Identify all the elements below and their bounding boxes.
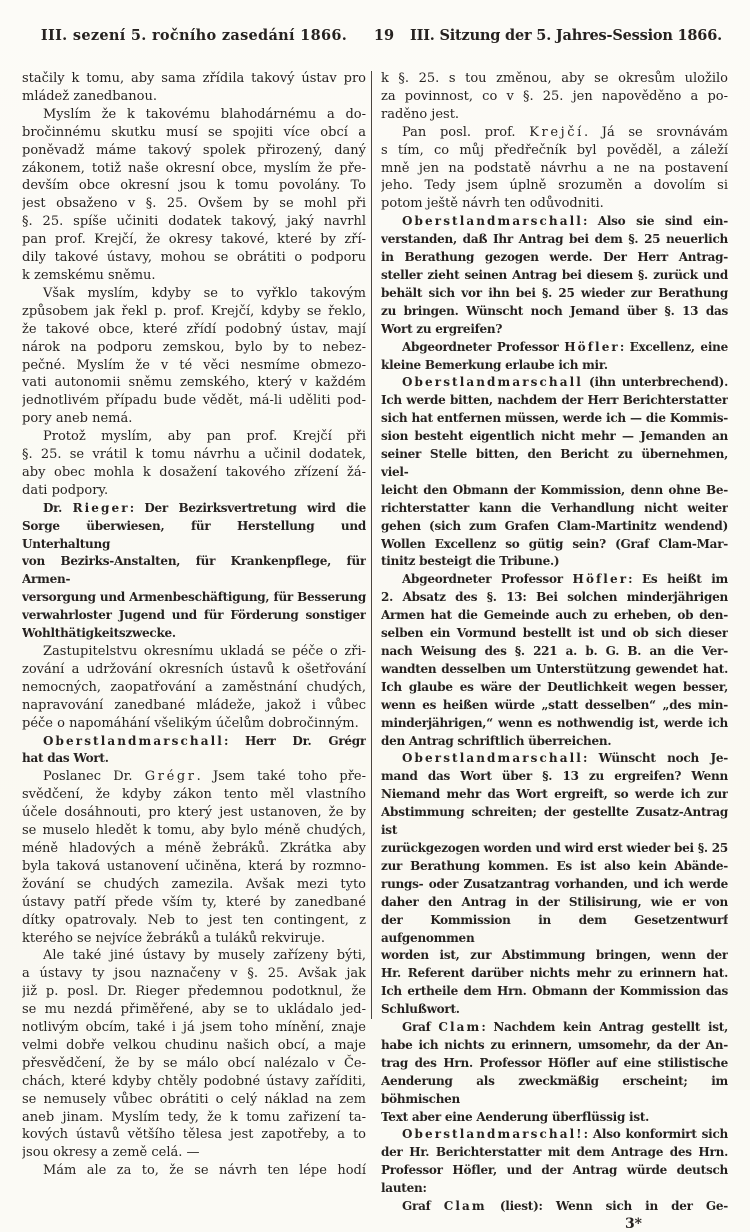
text-segment: der Hr. Berichterstatter mit dem Antrage des Hrn. bbox=[381, 1145, 728, 1160]
text-line bbox=[22, 87, 366, 105]
text-line bbox=[22, 481, 366, 499]
text-line bbox=[381, 946, 728, 964]
text-segment: velmi dobře velkou chudinu našich obcí, a maje bbox=[22, 1037, 366, 1053]
text-line bbox=[381, 320, 728, 338]
text-line bbox=[381, 141, 728, 159]
text-segment: mně jen na podstatě návrhu a ne na postavení bbox=[381, 160, 728, 176]
paragraph bbox=[22, 499, 366, 642]
text-segment: Oberstlandmarschall bbox=[402, 375, 583, 390]
text-segment: . Jsem také toho pře- bbox=[196, 769, 366, 785]
text-line bbox=[381, 230, 728, 248]
paragraph bbox=[381, 212, 728, 337]
paragraph bbox=[381, 749, 728, 1018]
text-line bbox=[381, 445, 728, 481]
text-segment: behält sich vor ihn bei §. 25 wieder zur Berathung bbox=[381, 285, 728, 300]
text-line bbox=[381, 1108, 728, 1126]
text-segment: Dr. bbox=[43, 500, 73, 515]
text-line bbox=[381, 194, 728, 212]
text-line bbox=[22, 1054, 366, 1072]
text-line bbox=[22, 964, 366, 982]
text-line bbox=[381, 785, 728, 803]
text-segment: zur Berathung kommen. Es ist also kein Abände- bbox=[381, 858, 728, 873]
paragraph bbox=[22, 946, 366, 1161]
column-czech-left bbox=[22, 69, 366, 1232]
text-line bbox=[381, 1161, 728, 1179]
text-line bbox=[381, 982, 728, 1000]
text-segment: Wollen Excellenz so gütig sein? (Graf Clam-Mar- bbox=[381, 536, 728, 551]
text-line bbox=[381, 857, 728, 875]
text-segment: notlivým obcím, také i já jsem toho mínění, znaje bbox=[22, 1020, 366, 1036]
text-segment: sion besteht eigentlich nicht mehr — Jemanden an bbox=[381, 429, 728, 444]
text-line bbox=[381, 212, 728, 230]
paragraph bbox=[381, 1018, 728, 1125]
text-segment: Abgeordneter Professor bbox=[402, 339, 565, 354]
text-segment: : Also sie sind ein- bbox=[582, 214, 728, 229]
text-line bbox=[22, 1161, 366, 1179]
text-segment: zování a udržování okresních ústavů k ošetřování bbox=[22, 661, 366, 677]
text-line bbox=[381, 1018, 728, 1036]
column-right-text bbox=[381, 69, 728, 1215]
text-line bbox=[381, 570, 728, 588]
text-line bbox=[22, 803, 366, 821]
text-line bbox=[381, 696, 728, 714]
text-segment: se nemusely vůbec obrátiti o celý náklad na zem bbox=[22, 1091, 366, 1107]
text-segment: žování se chudých zamezila. Avšak mezi tyto bbox=[22, 876, 366, 892]
header-title-czech: III. sezení 5. ročního zasedání 1866. bbox=[40, 27, 348, 44]
text-segment: Niemand mehr das Wort ergreift, so werde ich zur bbox=[381, 787, 728, 802]
text-segment: minderjährigen,“ wenn es nothwendig ist, werde ich bbox=[381, 715, 728, 730]
text-line bbox=[22, 445, 366, 463]
text-segment: způsobem jak řekl p. prof. Krejčí, kdyby se řeklo, bbox=[22, 303, 366, 319]
text-segment: poněvadž máme takový spolek přirozený, daný bbox=[22, 142, 366, 158]
text-line bbox=[22, 1036, 366, 1054]
text-line bbox=[381, 391, 728, 409]
text-line bbox=[381, 732, 728, 750]
text-line bbox=[381, 839, 728, 857]
text-line bbox=[22, 911, 366, 929]
text-segment: ústavy patří přede vším ty, které by zanedbané bbox=[22, 894, 366, 910]
text-segment: Höfler bbox=[572, 572, 629, 587]
text-line bbox=[381, 481, 728, 499]
text-segment: svědčení, že kdyby zákon tento měl vlastního bbox=[22, 787, 366, 803]
text-line bbox=[381, 642, 728, 660]
paragraph bbox=[22, 1161, 366, 1179]
text-segment: wenn es heißen würde „statt desselben“ „des min- bbox=[381, 697, 728, 712]
text-segment: jednotlivém případu bude vědět, má-li uděliti pod- bbox=[22, 393, 366, 409]
text-line bbox=[381, 302, 728, 320]
text-segment: Myslím že k takovému blahodárnému a do- bbox=[43, 106, 366, 122]
text-line bbox=[22, 1072, 366, 1090]
text-segment: Oberstlandmarschall bbox=[402, 214, 583, 229]
text-segment: Oberstlandmarschall bbox=[43, 733, 224, 748]
text-line bbox=[22, 266, 366, 284]
text-segment: Graf bbox=[402, 1020, 439, 1035]
text-line bbox=[22, 230, 366, 248]
text-line bbox=[22, 105, 366, 123]
text-line bbox=[22, 552, 366, 588]
text-line bbox=[22, 517, 366, 553]
text-line bbox=[381, 159, 728, 177]
text-segment: Mám ale za to, že se návrh ten lépe hodí bbox=[43, 1163, 366, 1179]
text-line bbox=[381, 284, 728, 302]
text-segment: Clam bbox=[438, 1020, 482, 1035]
text-segment: účele dosáhnouti, pro který jest ustanoven, že by bbox=[22, 805, 366, 821]
text-line bbox=[22, 159, 366, 177]
text-segment: verstanden, daß Ihr Antrag bei dem §. 25 neuerlich bbox=[381, 232, 728, 247]
text-line bbox=[22, 696, 366, 714]
text-segment: vati autonomii sněmu zemského, který v každém bbox=[22, 375, 366, 391]
text-line bbox=[22, 642, 366, 660]
text-line bbox=[22, 857, 366, 875]
text-line bbox=[22, 875, 366, 893]
text-line bbox=[22, 893, 366, 911]
text-segment: s tím, co můj předřečník byl pověděl, a záleží bbox=[381, 142, 728, 158]
text-line bbox=[381, 964, 728, 982]
text-segment: Krejčí bbox=[529, 124, 584, 140]
text-segment: zákonem, totiž naše okresní obce, myslím že pře- bbox=[22, 160, 366, 176]
text-segment: : Es heißt im bbox=[628, 572, 728, 587]
text-segment: hat das Wort. bbox=[22, 751, 109, 766]
text-segment: Hr. Referent darüber nichts mehr zu erinnern hat. bbox=[381, 966, 728, 981]
paragraph bbox=[22, 767, 366, 946]
text-segment: (liest): Wenn sich in der Ge- bbox=[486, 1199, 728, 1214]
text-line bbox=[22, 929, 366, 947]
text-line bbox=[381, 606, 728, 624]
text-line bbox=[22, 194, 366, 212]
paragraph bbox=[381, 69, 728, 123]
text-segment: : Nachdem kein Antrag gestellt ist, bbox=[481, 1020, 728, 1035]
text-line bbox=[381, 749, 728, 767]
text-segment: habe ich nichts zu erinnern, umsomehr, da der An- bbox=[381, 1037, 728, 1052]
text-segment: již p. posl. Dr. Rieger předemnou podotknul, že bbox=[22, 984, 366, 1000]
text-segment: Oberstlandmarschal! bbox=[402, 1127, 584, 1142]
text-segment: raděno jest. bbox=[381, 106, 460, 122]
text-segment: kterého se nejvíce žebráků a tuláků rekviruje. bbox=[22, 930, 325, 946]
text-segment: méně hladových a méně žebráků. Zkrátka aby bbox=[22, 840, 366, 856]
text-line bbox=[22, 499, 366, 517]
text-line bbox=[22, 749, 366, 767]
text-segment: steller zieht seinen Antrag bei diesem §. zurück und bbox=[381, 267, 728, 282]
text-segment: se mu nezdá přiměřené, aby se to ukládalo jed- bbox=[22, 1002, 366, 1018]
text-segment: Graf bbox=[402, 1199, 444, 1214]
text-line bbox=[22, 463, 366, 481]
paragraph bbox=[381, 570, 728, 749]
text-segment: (ihn unterbrechend). bbox=[582, 375, 728, 390]
text-line bbox=[381, 624, 728, 642]
text-segment: Rieger bbox=[72, 500, 130, 515]
text-segment: Armen hat die Gemeinde auch zu erheben, ob den- bbox=[381, 608, 728, 623]
page-header bbox=[0, 0, 750, 44]
text-segment: Ich werde bitten, nachdem der Herr Berichterstatter bbox=[381, 393, 728, 408]
text-segment: 2. Absatz des §. 13: Bei solchen minderjährigen bbox=[381, 590, 728, 605]
text-segment: a ústavy ty jsou naznačeny v §. 25. Avšak jak bbox=[22, 966, 366, 982]
text-segment: pan prof. Krejčí, že okresy takové, které by zří- bbox=[22, 232, 366, 248]
text-line bbox=[381, 588, 728, 606]
text-segment: versorgung und Armenbeschäftigung, für Besserung bbox=[22, 590, 366, 605]
paragraph bbox=[381, 338, 728, 374]
text-segment: pory aneb nemá. bbox=[22, 411, 133, 427]
text-line bbox=[22, 732, 366, 750]
text-segment: k zemskému sněmu. bbox=[22, 267, 156, 283]
text-segment: der Kommission in dem Gesetzentwurf aufgenommen bbox=[381, 912, 728, 945]
text-segment: dati podpory. bbox=[22, 482, 109, 498]
text-segment: von Bezirks-Anstalten, für Krankenpflege, für Armen- bbox=[22, 554, 366, 587]
text-line bbox=[22, 356, 366, 374]
text-line bbox=[381, 69, 728, 87]
text-segment: stačily k tomu, aby sama zřídila takový ústav pro bbox=[22, 71, 366, 86]
text-segment: přesvědčení, že by se málo obcí nalézalo v Če- bbox=[22, 1055, 366, 1071]
text-segment: Wohlthätigkeitszwecke. bbox=[22, 626, 176, 641]
text-line bbox=[381, 911, 728, 947]
text-line bbox=[22, 624, 366, 642]
text-line bbox=[381, 87, 728, 105]
paragraph bbox=[22, 732, 366, 768]
text-segment: kleine Bemerkung erlaube ich mir. bbox=[381, 357, 608, 372]
text-line bbox=[22, 1143, 366, 1161]
text-segment: den Antrag schriftlich überreichen. bbox=[381, 733, 612, 748]
text-segment: Protož myslím, aby pan prof. Krejčí při bbox=[43, 429, 366, 445]
text-segment: Grégr bbox=[144, 769, 197, 785]
text-line bbox=[22, 1018, 366, 1036]
text-line bbox=[22, 338, 366, 356]
text-line bbox=[22, 1125, 366, 1143]
text-segment: Clam bbox=[443, 1199, 487, 1214]
text-line bbox=[381, 499, 728, 517]
column-divider-rule bbox=[371, 71, 372, 1019]
text-line bbox=[381, 1125, 728, 1143]
text-line bbox=[22, 982, 366, 1000]
text-line bbox=[22, 714, 366, 732]
text-segment: trag des Hrn. Professor Höfler auf eine stilistische bbox=[381, 1055, 728, 1070]
text-line bbox=[381, 803, 728, 839]
text-line bbox=[381, 266, 728, 284]
paragraph bbox=[22, 69, 366, 105]
text-line bbox=[381, 1000, 728, 1018]
text-segment: selben ein Vormund bestellt ist und ob sich dieser bbox=[381, 626, 728, 641]
text-segment: daher den Antrag in der Stilisirung, wie er von bbox=[381, 894, 728, 909]
text-segment: Höfler bbox=[564, 339, 620, 354]
text-line bbox=[381, 373, 728, 391]
text-segment: jest obsaženo v §. 25. Ovšem by se mohl při bbox=[22, 196, 366, 212]
text-line bbox=[22, 1000, 366, 1018]
text-line bbox=[381, 660, 728, 678]
text-segment: Ale také jiné ústavy by musely zařízeny býti, bbox=[43, 948, 366, 964]
text-line bbox=[22, 284, 366, 302]
text-segment: : Wünscht noch Je- bbox=[582, 751, 728, 766]
text-segment: se muselo hledět k tomu, aby bylo méně chudých, bbox=[22, 823, 366, 839]
paragraph bbox=[381, 123, 728, 213]
column-right bbox=[381, 69, 728, 1232]
header-title-german: III. Sitzung der 5. Jahres-Session 1866. bbox=[410, 27, 722, 44]
text-line bbox=[381, 1143, 728, 1161]
text-line bbox=[22, 123, 366, 141]
text-segment: zu bringen. Wünscht noch Jemand über §. 13 das bbox=[381, 303, 728, 318]
text-line bbox=[22, 821, 366, 839]
text-line bbox=[381, 123, 728, 141]
text-line bbox=[22, 1108, 366, 1126]
text-segment: bročinnému skutku musí se spojiti více obcí a bbox=[22, 124, 366, 140]
text-segment: Poslanec Dr. bbox=[43, 769, 145, 785]
text-line bbox=[381, 105, 728, 123]
paragraph bbox=[22, 284, 366, 427]
paragraph bbox=[22, 105, 366, 284]
text-segment: : Also konformirt sich bbox=[583, 1127, 728, 1142]
text-line bbox=[22, 678, 366, 696]
text-line bbox=[22, 141, 366, 159]
text-segment: jeho. Tedy jsem úplně srozuměn a dovolím si bbox=[381, 178, 728, 194]
text-segment: Wort zu ergreifen? bbox=[381, 321, 503, 336]
text-segment: devším obce okresní jsou k tomu povolány. To bbox=[22, 178, 366, 194]
text-segment: richterstatter kann die Verhandlung nicht weiter bbox=[381, 500, 728, 515]
text-segment: nárok na podporu zemskou, bylo by to nebez- bbox=[22, 339, 366, 355]
text-segment: potom ještě návrh ten odůvodniti. bbox=[381, 196, 604, 212]
text-line bbox=[381, 535, 728, 553]
text-segment: aneb jinam. Myslím tedy, že k tomu zařizení ta- bbox=[22, 1109, 366, 1125]
text-segment: zurückgezogen worden und wird erst wieder bei §. 25 bbox=[381, 840, 728, 855]
text-line bbox=[381, 552, 728, 570]
text-segment: Abstimmung schreiten; der gestellte Zusatz-Antrag ist bbox=[381, 805, 728, 838]
text-line bbox=[22, 588, 366, 606]
text-segment: Oberstlandmarschall bbox=[402, 751, 583, 766]
text-segment: k §. 25. s tou změnou, aby se okresům uložilo bbox=[381, 71, 728, 86]
paragraph bbox=[381, 1197, 728, 1215]
text-line bbox=[381, 1036, 728, 1054]
text-segment: Text aber eine Aenderung überflüssig ist. bbox=[381, 1109, 650, 1124]
text-line bbox=[381, 1197, 728, 1215]
text-segment: nemocných, zaopatřování a zaměstnání chudých, bbox=[22, 679, 366, 695]
text-segment: Však myslím, kdyby se to vyřklo takovým bbox=[43, 285, 366, 301]
text-segment: seiner Stelle bitten, den Bericht zu übernehmen, viel- bbox=[381, 447, 728, 479]
signature-mark: 3* bbox=[624, 1216, 642, 1232]
text-line bbox=[22, 373, 366, 391]
text-segment: Zastupitelstvu okresnímu ukladá se péče o zři- bbox=[43, 644, 366, 659]
text-segment: rungs- oder Zusatzantrag vorhanden, und ich werde bbox=[381, 876, 728, 891]
text-line bbox=[381, 678, 728, 696]
text-segment: verwahrloster Jugend und für Förderung sonstiger bbox=[22, 608, 366, 623]
text-segment: byla taková ustanovení učiněna, která by rozmno- bbox=[22, 858, 366, 874]
text-line bbox=[22, 606, 366, 624]
text-line bbox=[381, 875, 728, 893]
text-segment: za povinnost, co v §. 25. jen napověděno a po- bbox=[381, 88, 728, 104]
text-line bbox=[22, 409, 366, 427]
text-line bbox=[381, 893, 728, 911]
text-segment: pečné. Myslím že v té věci nesmíme obmezo- bbox=[22, 357, 366, 373]
text-line bbox=[22, 302, 366, 320]
text-segment: jsou okresy a země celá. — bbox=[22, 1145, 200, 1161]
text-segment: gehen (sich zum Grafen Clam-Martinitz wendend) bbox=[381, 518, 728, 533]
text-segment: Professor Höfler, und der Antrag würde deutsch bbox=[381, 1163, 728, 1178]
text-segment: worden ist, zur Abstimmung bringen, wenn der bbox=[381, 948, 728, 963]
text-segment: : Herr Dr. Grégr bbox=[223, 733, 366, 748]
text-line bbox=[22, 320, 366, 338]
text-line bbox=[381, 176, 728, 194]
text-line bbox=[381, 409, 728, 427]
text-line bbox=[22, 391, 366, 409]
text-line bbox=[22, 248, 366, 266]
paragraph bbox=[381, 1125, 728, 1197]
text-line bbox=[22, 1090, 366, 1108]
text-segment: §. 25. se vrátil k tomu návrhu a učinil dodatek, bbox=[22, 447, 366, 463]
text-segment: mand das Wort über §. 13 zu ergreifen? Wenn bbox=[381, 769, 728, 784]
text-segment: dily takové ústavy, mohou se obrátiti o podporu bbox=[22, 250, 366, 266]
text-line bbox=[22, 785, 366, 803]
text-line bbox=[381, 714, 728, 732]
text-segment: Aenderung als zweckmäßig erscheint; im böhmischen bbox=[381, 1073, 728, 1106]
text-segment: Ich ertheile dem Hrn. Obmann der Kommission das bbox=[381, 984, 728, 999]
text-line bbox=[381, 1054, 728, 1072]
text-segment: aby obec mohla k dosažení takového zřízení žá- bbox=[22, 464, 366, 480]
text-line bbox=[381, 767, 728, 785]
text-segment: péče o napomáhání všelikým účelům dobročinným. bbox=[22, 715, 359, 731]
text-line bbox=[381, 517, 728, 535]
paragraph bbox=[22, 642, 366, 732]
text-line bbox=[22, 69, 366, 87]
paragraph bbox=[381, 373, 728, 570]
text-line bbox=[22, 176, 366, 194]
text-segment: chách, které kdyby chtěly podobné ústavy zaříditi, bbox=[22, 1073, 366, 1089]
text-line bbox=[381, 427, 728, 445]
text-segment: Schlußwort. bbox=[381, 1002, 460, 1017]
paragraph bbox=[22, 427, 366, 499]
text-line bbox=[381, 356, 728, 374]
text-segment: tinitz besteigt die Tribune.) bbox=[381, 554, 560, 569]
text-segment: mládež zanedbanou. bbox=[22, 88, 157, 104]
text-line bbox=[22, 946, 366, 964]
text-line bbox=[22, 767, 366, 785]
text-segment: že takové obce, které zřídí podobný ústav, mají bbox=[22, 321, 366, 337]
text-segment: dítky opatrovaly. Neb to jest ten contingent, z bbox=[22, 912, 366, 928]
text-segment: Pan posl. prof. bbox=[402, 124, 530, 140]
text-segment: : Excellenz, eine bbox=[619, 339, 728, 354]
text-segment: Sorge überwiesen, für Herstellung und Unterhaltung bbox=[22, 518, 366, 551]
text-segment: kových ústavů většího tělesa jest zapotřeby, a to bbox=[22, 1127, 366, 1143]
text-segment: nach Weisung des §. 221 a. b. G. B. an die Ver- bbox=[381, 644, 728, 658]
text-segment: lauten: bbox=[381, 1181, 427, 1196]
text-segment: §. 25. spíše učiniti dodatek takový, jaký navrhl bbox=[22, 214, 366, 230]
text-line bbox=[22, 427, 366, 445]
text-segment: sich hat entfernen müssen, werde ich — die Kommis- bbox=[381, 411, 728, 426]
text-line bbox=[22, 839, 366, 857]
text-line bbox=[381, 1179, 728, 1197]
text-line bbox=[381, 248, 728, 266]
text-line bbox=[22, 212, 366, 230]
text-segment: leicht den Obmann der Kommission, denn ohne Be- bbox=[381, 482, 728, 497]
text-columns bbox=[0, 69, 750, 1232]
text-segment: in Berathung gezogen werde. Der Herr Antrag- bbox=[381, 250, 728, 265]
text-line bbox=[381, 338, 728, 356]
text-segment: : Der Bezirksvertretung wird die bbox=[129, 500, 366, 515]
text-segment: Abgeordneter Professor bbox=[402, 572, 573, 587]
text-segment: . Já se srovnávám bbox=[583, 124, 728, 140]
text-segment: wandten desselben um Unterstützung gewendet hat. bbox=[381, 661, 728, 676]
text-segment: napravování zanedbané mládeže, jakož i vůbec bbox=[22, 697, 366, 713]
text-line bbox=[22, 660, 366, 678]
text-segment: Ich glaube es wäre der Deutlichkeit wegen besser, bbox=[381, 679, 728, 694]
page-number: 19 bbox=[373, 27, 395, 44]
